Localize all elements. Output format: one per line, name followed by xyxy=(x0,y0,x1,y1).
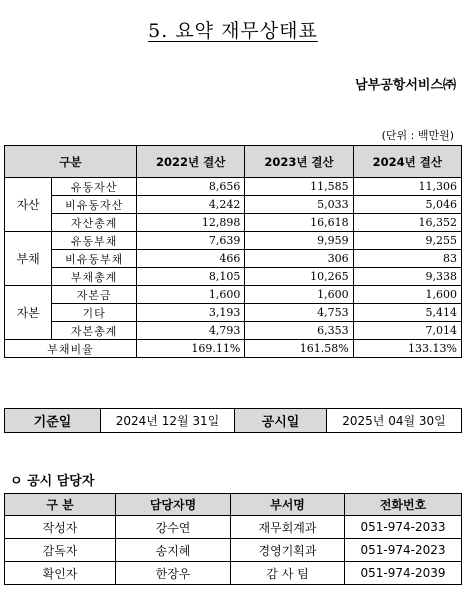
contact-cell: 경영기획과 xyxy=(231,539,345,562)
value-cell: 11,585 xyxy=(245,178,353,196)
row-label: 자본총계 xyxy=(52,322,137,340)
value-cell: 5,033 xyxy=(245,196,353,214)
company-name: 남부공항서비스㈜ xyxy=(355,78,456,93)
table-header-row xyxy=(5,146,462,178)
row-label: 비유동자산 xyxy=(52,196,137,214)
contact-cell: 확인자 xyxy=(5,562,116,585)
group-label: 부채 xyxy=(5,232,52,286)
value-cell: 9,959 xyxy=(245,232,353,250)
value-cell: 7,639 xyxy=(137,232,245,250)
contact-cell: 051-974-2039 xyxy=(345,562,462,585)
row-label: 유동부채 xyxy=(52,232,137,250)
row-label: 유동자산 xyxy=(52,178,137,196)
value-cell: 4,753 xyxy=(245,304,353,322)
debt-ratio-label: 부채비율 xyxy=(5,340,137,358)
value-cell: 6,353 xyxy=(245,322,353,340)
notice-date-label: 공시일 xyxy=(235,409,327,433)
base-date-label: 기준일 xyxy=(5,409,101,433)
contact-cell: 051-974-2023 xyxy=(345,539,462,562)
contact-cell: 작성자 xyxy=(5,516,116,539)
header-2022: 2022년 결산 xyxy=(137,146,245,178)
value-cell: 8,105 xyxy=(137,268,245,286)
contact-row xyxy=(5,562,462,585)
header-2023: 2023년 결산 xyxy=(245,146,353,178)
table-row xyxy=(5,286,462,304)
table-row xyxy=(5,304,462,322)
value-cell: 4,242 xyxy=(137,196,245,214)
financial-summary-table xyxy=(4,145,462,358)
contact-cell: 한장우 xyxy=(116,562,231,585)
row-label: 부채총계 xyxy=(52,268,137,286)
contact-cell: 강수연 xyxy=(116,516,231,539)
debt-ratio-2022: 169.11% xyxy=(137,340,245,358)
value-cell: 12,898 xyxy=(137,214,245,232)
row-label: 기타 xyxy=(52,304,137,322)
table-row xyxy=(5,322,462,340)
contacts-header-dept: 부서명 xyxy=(231,494,345,516)
value-cell: 7,014 xyxy=(353,322,461,340)
debt-ratio-row xyxy=(5,340,462,358)
value-cell: 1,600 xyxy=(137,286,245,304)
value-cell: 1,600 xyxy=(245,286,353,304)
value-cell: 9,338 xyxy=(353,268,461,286)
table-row xyxy=(5,196,462,214)
contacts-table xyxy=(4,493,462,585)
value-cell: 1,600 xyxy=(353,286,461,304)
debt-ratio-2024: 133.13% xyxy=(353,340,461,358)
contacts-header-row xyxy=(5,494,462,516)
group-label: 자본 xyxy=(5,286,52,340)
table-row xyxy=(5,232,462,250)
value-cell: 10,265 xyxy=(245,268,353,286)
row-label: 자본금 xyxy=(52,286,137,304)
table-row xyxy=(5,178,462,196)
value-cell: 83 xyxy=(353,250,461,268)
contact-cell: 감 사 팀 xyxy=(231,562,345,585)
value-cell: 8,656 xyxy=(137,178,245,196)
value-cell: 5,046 xyxy=(353,196,461,214)
contact-row xyxy=(5,539,462,562)
contact-cell: 재무회계과 xyxy=(231,516,345,539)
value-cell: 9,255 xyxy=(353,232,461,250)
table-row xyxy=(5,214,462,232)
contacts-header-phone: 전화번호 xyxy=(345,494,462,516)
row-label: 비유동부채 xyxy=(52,250,137,268)
value-cell: 16,618 xyxy=(245,214,353,232)
table-row xyxy=(5,250,462,268)
value-cell: 306 xyxy=(245,250,353,268)
debt-ratio-2023: 161.58% xyxy=(245,340,353,358)
value-cell: 466 xyxy=(137,250,245,268)
header-category: 구분 xyxy=(5,146,137,178)
contacts-header-role: 구 분 xyxy=(5,494,116,516)
value-cell: 11,306 xyxy=(353,178,461,196)
group-label: 자산 xyxy=(5,178,52,232)
contact-cell: 감독자 xyxy=(5,539,116,562)
contacts-header-name: 담당자명 xyxy=(116,494,231,516)
row-label: 자산총계 xyxy=(52,214,137,232)
base-date-value: 2024년 12월 31일 xyxy=(101,409,235,433)
contacts-section-title: ㅇ 공시 담당자 xyxy=(10,474,95,489)
value-cell: 3,193 xyxy=(137,304,245,322)
header-2024: 2024년 결산 xyxy=(353,146,461,178)
contact-row xyxy=(5,516,462,539)
unit-note: (단위 : 백만원) xyxy=(381,129,454,142)
value-cell: 16,352 xyxy=(353,214,461,232)
table-row xyxy=(5,268,462,286)
contact-cell: 송지혜 xyxy=(116,539,231,562)
value-cell: 4,793 xyxy=(137,322,245,340)
value-cell: 5,414 xyxy=(353,304,461,322)
notice-date-value: 2025년 04월 30일 xyxy=(327,409,462,433)
dates-table xyxy=(4,408,462,433)
page-title: 5. 요약 재무상태표 xyxy=(148,20,318,42)
contact-cell: 051-974-2033 xyxy=(345,516,462,539)
